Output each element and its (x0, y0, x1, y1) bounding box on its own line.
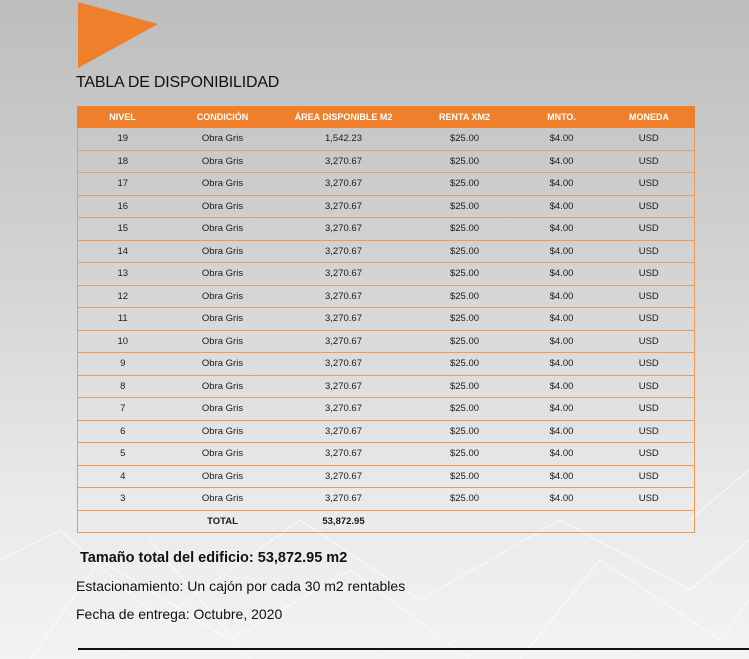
cell-moneda: USD (604, 330, 695, 353)
cell-nivel: 7 (78, 398, 168, 421)
cell-nivel: 5 (78, 443, 168, 466)
cell-condicion: Obra Gris (168, 308, 278, 331)
cell-moneda: USD (604, 240, 695, 263)
cell-renta: $25.00 (410, 308, 520, 331)
cell-nivel: 14 (78, 240, 168, 263)
cell-condicion: Obra Gris (168, 240, 278, 263)
cell-condicion: Obra Gris (168, 443, 278, 466)
cell-renta: $25.00 (410, 375, 520, 398)
cell-area: 3,270.67 (278, 308, 410, 331)
cell-area: 3,270.67 (278, 488, 410, 511)
cell-mnto: $4.00 (520, 330, 604, 353)
cell-mnto: $4.00 (520, 150, 604, 173)
table-row (78, 263, 695, 286)
cell-mnto: $4.00 (520, 128, 604, 151)
total-label: TOTAL (168, 510, 278, 532)
column-header-area: ÁREA DISPONIBLE M2 (278, 107, 410, 128)
column-header-renta: RENTA XM2 (410, 107, 520, 128)
brand-triangle-logo (78, 2, 158, 68)
cell-renta: $25.00 (410, 488, 520, 511)
cell-nivel: 6 (78, 420, 168, 443)
cell-nivel: 10 (78, 330, 168, 353)
cell-area: 3,270.67 (278, 240, 410, 263)
cell-nivel: 3 (78, 488, 168, 511)
table-row (78, 443, 695, 466)
cell-moneda: USD (604, 128, 695, 151)
table-row (78, 150, 695, 173)
cell-moneda: USD (604, 195, 695, 218)
cell-renta: $25.00 (410, 398, 520, 421)
cell-area: 3,270.67 (278, 218, 410, 241)
cell-mnto: $4.00 (520, 308, 604, 331)
availability-table (77, 106, 695, 533)
cell-area: 3,270.67 (278, 465, 410, 488)
cell-renta: $25.00 (410, 465, 520, 488)
cell-renta: $25.00 (410, 150, 520, 173)
cell-nivel: 11 (78, 308, 168, 331)
cell-renta: $25.00 (410, 443, 520, 466)
table-header (78, 107, 695, 128)
cell-condicion: Obra Gris (168, 488, 278, 511)
cell-condicion: Obra Gris (168, 465, 278, 488)
cell-nivel: 12 (78, 285, 168, 308)
total-empty-cell (410, 510, 520, 532)
cell-renta: $25.00 (410, 195, 520, 218)
cell-mnto: $4.00 (520, 443, 604, 466)
total-row (78, 510, 695, 532)
column-header-mnto: MNTO. (520, 107, 604, 128)
cell-moneda: USD (604, 285, 695, 308)
cell-mnto: $4.00 (520, 398, 604, 421)
cell-condicion: Obra Gris (168, 353, 278, 376)
cell-moneda: USD (604, 218, 695, 241)
cell-renta: $25.00 (410, 218, 520, 241)
cell-renta: $25.00 (410, 263, 520, 286)
cell-moneda: USD (604, 488, 695, 511)
table-row (78, 128, 695, 151)
parking-text: Estacionamiento: Un cajón por cada 30 m2 rentables (76, 578, 406, 594)
cell-area: 3,270.67 (278, 375, 410, 398)
table-row (78, 308, 695, 331)
cell-mnto: $4.00 (520, 375, 604, 398)
cell-condicion: Obra Gris (168, 173, 278, 196)
cell-nivel: 15 (78, 218, 168, 241)
cell-renta: $25.00 (410, 330, 520, 353)
table-row (78, 173, 695, 196)
cell-mnto: $4.00 (520, 173, 604, 196)
cell-area: 1,542.23 (278, 128, 410, 151)
cell-nivel: 16 (78, 195, 168, 218)
cell-moneda: USD (604, 173, 695, 196)
column-header-moneda: MONEDA (604, 107, 695, 128)
cell-condicion: Obra Gris (168, 420, 278, 443)
cell-mnto: $4.00 (520, 285, 604, 308)
cell-condicion: Obra Gris (168, 398, 278, 421)
cell-condicion: Obra Gris (168, 330, 278, 353)
building-size-text: Tamaño total del edificio: 53,872.95 m2 (80, 550, 348, 566)
cell-condicion: Obra Gris (168, 195, 278, 218)
cell-renta: $25.00 (410, 128, 520, 151)
table-row (78, 285, 695, 308)
cell-nivel: 17 (78, 173, 168, 196)
cell-area: 3,270.67 (278, 173, 410, 196)
cell-area: 3,270.67 (278, 398, 410, 421)
cell-moneda: USD (604, 375, 695, 398)
cell-condicion: Obra Gris (168, 128, 278, 151)
table-row (78, 375, 695, 398)
table-row (78, 195, 695, 218)
cell-area: 3,270.67 (278, 353, 410, 376)
table-row (78, 398, 695, 421)
cell-area: 3,270.67 (278, 420, 410, 443)
cell-condicion: Obra Gris (168, 263, 278, 286)
cell-area: 3,270.67 (278, 150, 410, 173)
cell-condicion: Obra Gris (168, 218, 278, 241)
cell-mnto: $4.00 (520, 488, 604, 511)
cell-renta: $25.00 (410, 173, 520, 196)
total-empty-cell (604, 510, 695, 532)
cell-mnto: $4.00 (520, 420, 604, 443)
table-row (78, 218, 695, 241)
column-header-nivel: NIVEL (78, 107, 168, 128)
column-header-condicion: CONDICIÓN (168, 107, 278, 128)
cell-renta: $25.00 (410, 353, 520, 376)
cell-renta: $25.00 (410, 285, 520, 308)
cell-area: 3,270.67 (278, 285, 410, 308)
cell-moneda: USD (604, 150, 695, 173)
table-row (78, 488, 695, 511)
delivery-date-text: Fecha de entrega: Octubre, 2020 (76, 606, 283, 622)
cell-mnto: $4.00 (520, 465, 604, 488)
cell-condicion: Obra Gris (168, 150, 278, 173)
cell-nivel: 9 (78, 353, 168, 376)
cell-nivel: 4 (78, 465, 168, 488)
total-empty-cell (78, 510, 168, 532)
cell-nivel: 13 (78, 263, 168, 286)
total-area: 53,872.95 (278, 510, 410, 532)
availability-table-container (77, 106, 694, 533)
cell-moneda: USD (604, 353, 695, 376)
cell-moneda: USD (604, 443, 695, 466)
total-empty-cell (520, 510, 604, 532)
table-row (78, 420, 695, 443)
cell-moneda: USD (604, 308, 695, 331)
cell-mnto: $4.00 (520, 240, 604, 263)
cell-moneda: USD (604, 263, 695, 286)
cell-nivel: 18 (78, 150, 168, 173)
cell-moneda: USD (604, 465, 695, 488)
cell-area: 3,270.67 (278, 195, 410, 218)
cell-area: 3,270.67 (278, 443, 410, 466)
cell-renta: $25.00 (410, 420, 520, 443)
cell-mnto: $4.00 (520, 353, 604, 376)
table-row (78, 240, 695, 263)
cell-mnto: $4.00 (520, 218, 604, 241)
page-title: TABLA DE DISPONIBILIDAD (76, 74, 280, 91)
table-row (78, 330, 695, 353)
table-row (78, 353, 695, 376)
table-row (78, 465, 695, 488)
cell-condicion: Obra Gris (168, 285, 278, 308)
cell-moneda: USD (604, 420, 695, 443)
cell-nivel: 19 (78, 128, 168, 151)
cell-mnto: $4.00 (520, 195, 604, 218)
table-body (78, 128, 695, 533)
cell-area: 3,270.67 (278, 330, 410, 353)
cell-condicion: Obra Gris (168, 375, 278, 398)
cell-nivel: 8 (78, 375, 168, 398)
cell-mnto: $4.00 (520, 263, 604, 286)
cell-area: 3,270.67 (278, 263, 410, 286)
cell-moneda: USD (604, 398, 695, 421)
bottom-divider (78, 648, 749, 650)
cell-renta: $25.00 (410, 240, 520, 263)
